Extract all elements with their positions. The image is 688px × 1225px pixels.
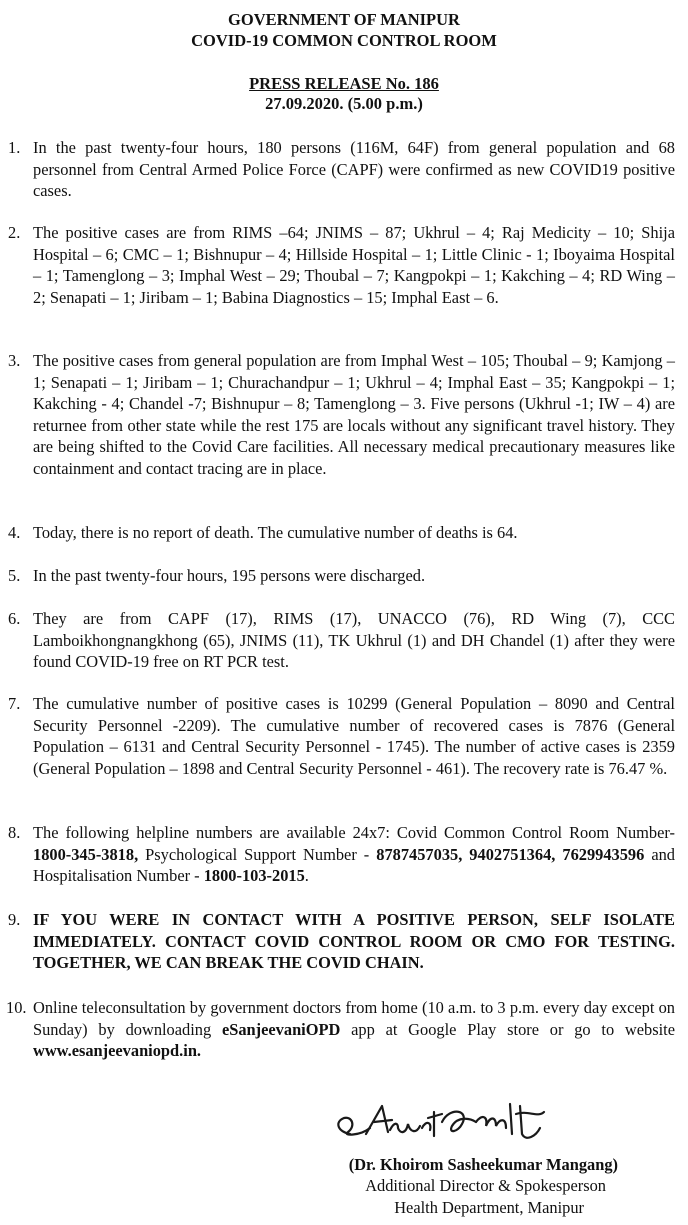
signatory-name: (Dr. Khoirom Sasheekumar Mangang) [348, 1155, 618, 1174]
item-number: 5. [8, 566, 21, 585]
release-datetime: 27.09.2020. (5.00 p.m.) [265, 94, 423, 113]
item-text: The positive cases are from RIMS –64; JNIMS – 87; Ukhrul – 4; Raj Medicity – 10; Shija Hospital – 6; CMC – 1; Bishnupur – 4; Hillside Hospital – 1; Little Clinic - 1; Iboyaima Hospital – 1; Tamenglong – 3; Imphal West – 29; Thoubal – 7; Kangpokpi – 1; Kakching – 4; RD Wing – 2; Senapati – 1; Jiribam – 1; Babina Diagnostics – 15; Imphal East – 6. [33, 223, 675, 307]
item-number: 8. [8, 823, 21, 842]
signatory-department: Health Department, Manipur [394, 1198, 584, 1217]
item-text: They are from CAPF (17), RIMS (17), UNACCO (76), RD Wing (7), CCC Lamboikhongnangkhong (65), JNIMS (11), TK Ukhrul (1) and DH Chandel (1) after they were found COVID-19 free on RT PCR test. [33, 609, 675, 671]
signatory-designation: Additional Director & Spokesperson [365, 1176, 606, 1195]
helpline-text: . [304, 866, 309, 885]
item-text-warning: IF YOU WERE IN CONTACT WITH A POSITIVE PERSON, SELF ISOLATE IMMEDIATELY. CONTACT COVID CONTROL ROOM OR CMO FOR TESTING. TOGETHER, WE CAN BREAK THE COVID CHAIN. [33, 910, 675, 972]
item-number: 2. [8, 223, 21, 242]
item-text [33, 822, 675, 887]
website-link[interactable]: www.esanjeevaniopd.in. [33, 1041, 202, 1060]
release-heading [0, 74, 688, 114]
control-room-number: 1800-345-3818, [33, 844, 139, 864]
release-number: PRESS RELEASE No. 186 [249, 74, 439, 93]
item-number: 3. [8, 351, 21, 370]
item-number: 6. [8, 609, 21, 628]
psych-support-numbers: 8787457035, 9402751364, 7629943596 [376, 844, 645, 864]
teleconsult-text: app at Google Play store or go to website [340, 1019, 675, 1039]
item-number: 10. [6, 998, 27, 1017]
handwritten-signature [330, 1092, 560, 1154]
item-text: The cumulative number of positive cases is 10299 (General Population – 8090 and Central Security Personnel -2209). The cumulative number of recovered cases is 7876 (General Population – 6131 and Central Security Personnel - 1745). The number of active cases is 2359 (General Population – 1898 and Central Security Personnel - 461). The recovery rate is 76.47 %. [33, 694, 675, 778]
header-control-room: COVID-19 COMMON CONTROL ROOM [191, 31, 497, 50]
document-header [0, 9, 688, 51]
header-government: GOVERNMENT OF MANIPUR [228, 10, 460, 29]
app-name: eSanjeevaniOPD [221, 1019, 341, 1039]
item-text: The positive cases from general population are from Imphal West – 105; Thoubal – 9; Kamjong – 1; Senapati – 1; Jiribam – 1; Churachandpur – 1; Ukhrul – 4; Imphal East – 35; Kangpokpi – 1; Kakching - 4; Chandel -7; Bishnupur – 8; Tamenglong – 3. Five persons (Ukhrul -1; IW – 4) are returnee from other state while the rest 175 are locals without any significant travel history. They are being shifted to the Covid Care facilities. All necessary medical precautionary measures like containment and contact tracing are in place. [33, 351, 675, 478]
item-text: Today, there is no report of death. The cumulative number of deaths is 64. [33, 523, 518, 542]
teleconsult-text: Online teleconsultation by government doctors from home (10 a.m. to 3 p.m. every day except on Sunday) by downloading [33, 998, 675, 1039]
helpline-text: and Hospitalisation Number - [33, 844, 676, 885]
item-number: 9. [8, 910, 21, 929]
item-number: 7. [8, 694, 21, 713]
item-number: 1. [8, 138, 21, 157]
helpline-text: The following helpline numbers are available 24x7: Covid Common Control Room Number- [33, 823, 675, 842]
item-number: 4. [8, 523, 21, 542]
item-text: In the past twenty-four hours, 195 persons were discharged. [33, 566, 426, 585]
item-text: In the past twenty-four hours, 180 persons (116M, 64F) from general population and 68 personnel from Central Armed Police Force (CAPF) were confirmed as new COVID19 positive cases. [33, 138, 675, 200]
helpline-text: Psychological Support Number - [138, 844, 377, 864]
item-text [33, 997, 675, 1062]
hospitalisation-number: 1800-103-2015 [203, 866, 305, 885]
